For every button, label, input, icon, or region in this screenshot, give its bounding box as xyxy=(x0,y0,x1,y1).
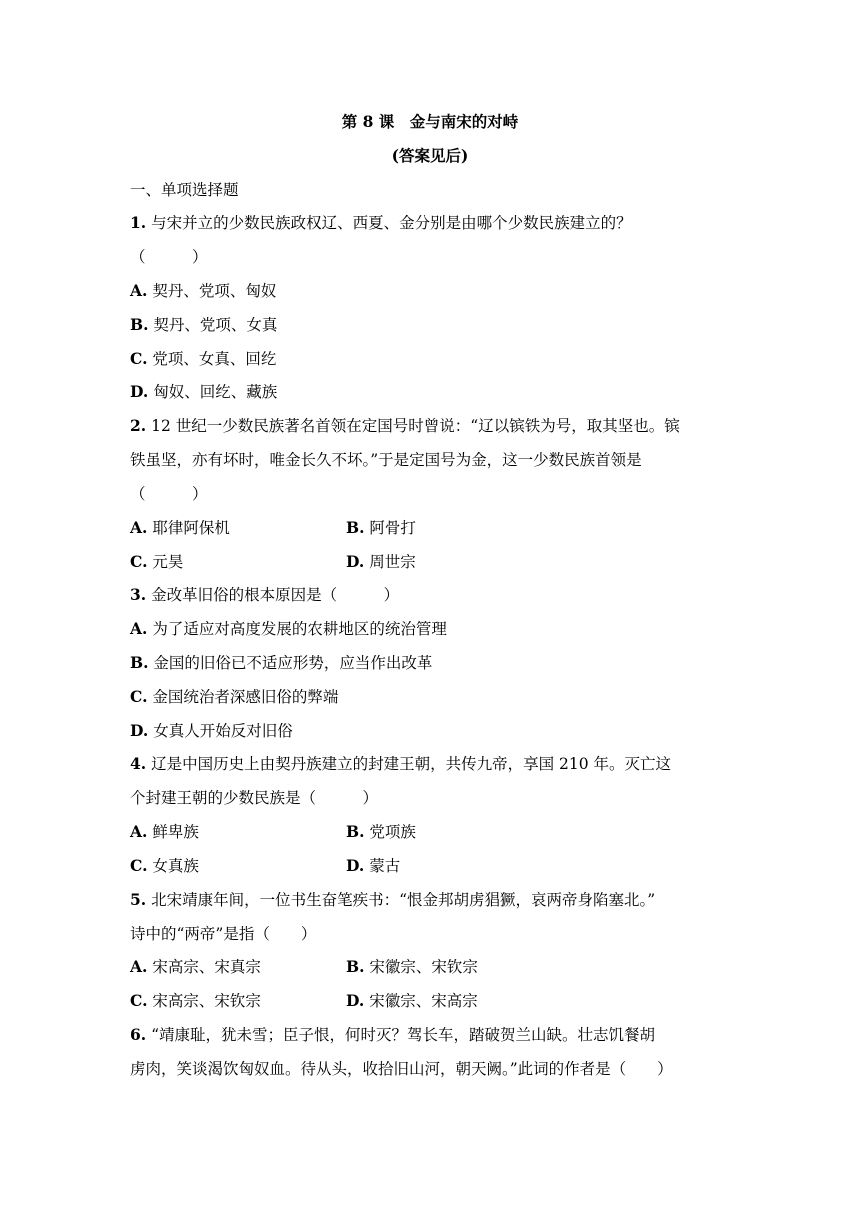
question-4-stem-line-2: 个封建王朝的少数民族是（ ） xyxy=(130,789,379,807)
item-marker: 6. xyxy=(130,1025,147,1044)
item-marker: A. xyxy=(130,822,148,841)
question-5-stem-line-2: 诗中的“两帝”是指（ ） xyxy=(130,925,317,943)
question-2-stem-line-3: （ ） xyxy=(130,485,208,503)
question-4-option-d: D. 蒙古 xyxy=(346,856,401,875)
question-1-option-b: B. 契丹、党项、女真 xyxy=(130,315,278,334)
answer-note: (答案见后) xyxy=(391,146,469,165)
question-1-option-c: C. 党项、女真、回纥 xyxy=(130,349,277,368)
question-1-stem-line-2: （ ） xyxy=(130,248,208,266)
item-marker: C. xyxy=(130,856,148,875)
item-marker: B. xyxy=(130,653,149,672)
item-marker: A. xyxy=(130,518,148,537)
item-marker: 4. xyxy=(130,754,147,773)
item-marker: D. xyxy=(346,552,365,571)
question-2-option-b: B. 阿骨打 xyxy=(346,518,416,537)
item-marker: C. xyxy=(130,349,148,368)
item-marker: 5. xyxy=(130,890,147,909)
question-6-stem-line-2: 虏肉，笑谈渴饮匈奴血。待从头，收拾旧山河，朝天阙。”此词的作者是（ ） xyxy=(130,1060,673,1078)
item-marker: A. xyxy=(130,281,148,300)
item-marker: B. xyxy=(346,518,365,537)
item-marker: D. xyxy=(346,991,365,1010)
item-marker: D. xyxy=(346,856,365,875)
section-heading: 一、单项选择题 xyxy=(130,181,239,199)
question-5-option-c: C. 宋高宗、宋钦宗 xyxy=(130,991,261,1010)
question-6-stem-line-1: 6. “靖康耻，犹未雪；臣子恨，何时灭？驾长车，踏破贺兰山缺。壮志饥餐胡 xyxy=(130,1025,656,1044)
item-marker: 3. xyxy=(130,585,147,604)
item-marker: D. xyxy=(130,382,149,401)
question-3-stem-line-1: 3. 金改革旧俗的根本原因是（ ） xyxy=(130,585,400,604)
item-marker: B. xyxy=(346,822,365,841)
question-5-option-a: A. 宋高宗、宋真宗 xyxy=(130,957,261,976)
item-marker: B. xyxy=(346,957,365,976)
item-marker: A. xyxy=(130,619,148,638)
item-marker: C. xyxy=(130,991,148,1010)
question-4-stem-line-1: 4. 辽是中国历史上由契丹族建立的封建王朝，共传九帝，享国 210 年。灭亡这 xyxy=(130,754,672,773)
item-marker: 1. xyxy=(130,213,147,232)
item-marker: 2. xyxy=(130,416,147,435)
question-2-stem-line-2: 铁虽坚，亦有坏时，唯金长久不坏。”于是定国号为金，这一少数民族首领是 xyxy=(130,451,642,469)
question-3-option-c: C. 金国统治者深感旧俗的弊端 xyxy=(130,687,339,706)
question-3-option-d: D. 女真人开始反对旧俗 xyxy=(130,721,293,740)
question-1-option-a: A. 契丹、党项、匈奴 xyxy=(130,281,277,300)
question-4-option-c: C. 女真族 xyxy=(130,856,199,875)
question-1-stem-line-1: 1. 与宋并立的少数民族政权辽、西夏、金分别是由哪个少数民族建立的？ xyxy=(130,213,632,232)
question-5-option-d: D. 宋徽宗、宋高宗 xyxy=(346,991,478,1010)
question-5-stem-line-1: 5. 北宋靖康年间，一位书生奋笔疾书：“恨金邦胡虏猖獗，哀两帝身陷塞北。” xyxy=(130,890,656,909)
question-2-stem-line-1: 2. 12 世纪一少数民族著名首领在定国号时曾说：“辽以镔铁为号，取其坚也。镔 xyxy=(130,416,680,435)
question-3-option-a: A. 为了适应对高度发展的农耕地区的统治管理 xyxy=(130,619,447,638)
item-marker: B. xyxy=(130,315,149,334)
question-2-option-d: D. 周世宗 xyxy=(346,552,416,571)
item-marker: D. xyxy=(130,721,149,740)
item-marker: C. xyxy=(130,552,148,571)
question-2-option-a: A. 耶律阿保机 xyxy=(130,518,230,537)
item-marker: A. xyxy=(130,957,148,976)
question-4-option-b: B. 党项族 xyxy=(346,822,416,841)
item-marker: C. xyxy=(130,687,148,706)
question-2-option-c: C. 元昊 xyxy=(130,552,184,571)
lesson-title: 第 8 课 金与南宋的对峙 xyxy=(341,112,519,131)
question-3-option-b: B. 金国的旧俗已不适应形势，应当作出改革 xyxy=(130,653,433,672)
question-1-option-d: D. 匈奴、回纥、藏族 xyxy=(130,382,278,401)
question-4-option-a: A. 鲜卑族 xyxy=(130,822,199,841)
question-5-option-b: B. 宋徽宗、宋钦宗 xyxy=(346,957,478,976)
